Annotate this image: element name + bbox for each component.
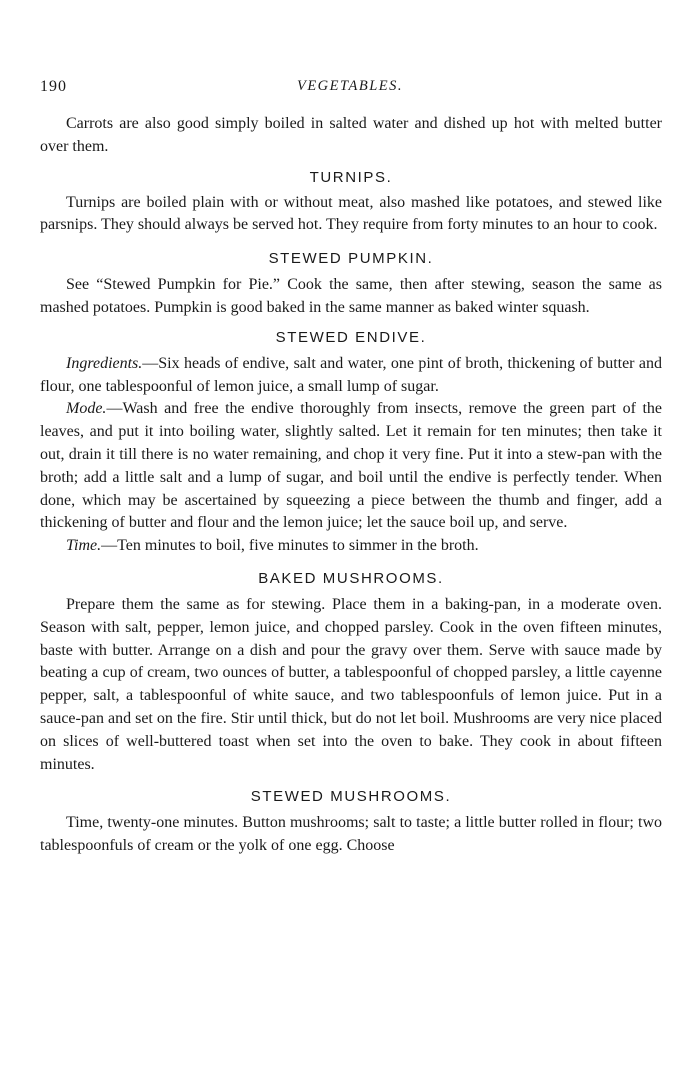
endive-mode-paragraph bbox=[40, 398, 662, 535]
stewed-pumpkin-paragraph: See “Stewed Pumpkin for Pie.” Cook the same, then after stewing, season the same as mashed potatoes. Pumpkin is good baked in the same manner as baked winter squash. bbox=[40, 276, 662, 316]
running-head bbox=[40, 78, 660, 100]
turnips-paragraph: Turnips are boiled plain with or without meat, also mashed like potatoes, and stewed like parsnips. They should always be served hot. They require from forty minutes to an hour to cook. bbox=[40, 193, 662, 234]
endive-ingredients-paragraph bbox=[40, 353, 662, 399]
mode-label: Mode. bbox=[66, 400, 107, 418]
stewed-mushrooms-paragraph: Time, twenty-one minutes. Button mushrooms; salt to taste; a little butter rolled in flour; two tablespoonfuls of cream or the yolk of one egg. Choose bbox=[40, 814, 662, 855]
mode-text: —Wash and free the endive thoroughly from insects, remove the green part of the leaves, and put it into boiling water, slightly salted. Let it remain for ten minutes; then take it out, drain it till there is no water remaining, and chop it very fine. Put it into a stew-pan with the broth; add a little salt and a lump of sugar, and boil until the endive is perfectly tender. When done, which may be ascertained by squeezing a piece between the thumb and finger, add a thickening of butter and flour and the lemon juice; let the sauce boil up, and serve. bbox=[40, 400, 662, 532]
stewed-endive-heading: STEWED ENDIVE. bbox=[275, 328, 427, 346]
turnips-heading: TURNIPS. bbox=[309, 168, 393, 186]
ingredients-label: Ingredients. bbox=[66, 354, 143, 372]
stewed-pumpkin-heading: STEWED PUMPKIN. bbox=[268, 250, 434, 268]
time-text: —Ten minutes to boil, five minutes to simmer in the broth. bbox=[101, 537, 479, 555]
endive-time-paragraph bbox=[40, 535, 662, 558]
baked-mushrooms-heading: BAKED MUSHROOMS. bbox=[258, 569, 444, 587]
baked-mushrooms-paragraph: Prepare them the same as for stewing. Place them in a baking-pan, in a moderate oven. Season with salt, pepper, lemon juice, and chopped parsley. Cook in the oven fifteen minutes, baste with butter. Arrange on a dish and pour the gravy over them. Serve with sauce made by beating a cup of cream, two ounces of butter, a tablespoonful of chopped parsley, a little cayenne pepper, salt, a tablespoonful of white sauce, and two tablespoonfuls of lemon juice. Put in a sauce-pan and set on the fire. Stir until thick, but do not let boil. Mushrooms are very nice placed on slices of well-buttered toast when set into the oven to bake. They cook in about fifteen minutes. bbox=[40, 595, 662, 773]
page-content bbox=[40, 113, 662, 858]
time-label: Time. bbox=[66, 537, 102, 555]
stewed-mushrooms-heading: STEWED MUSHROOMS. bbox=[250, 788, 452, 806]
running-title: VEGETABLES. bbox=[296, 78, 404, 94]
carrots-paragraph: Carrots are also good simply boiled in salted water and dished up hot with melted butter over them. bbox=[40, 115, 662, 155]
page-number: 190 bbox=[40, 78, 67, 95]
ingredients-text: —Six heads of endive, salt and water, one pint of broth, thickening of butter and flour, one tablespoonful of lemon juice, a small lump of sugar. bbox=[40, 354, 662, 395]
